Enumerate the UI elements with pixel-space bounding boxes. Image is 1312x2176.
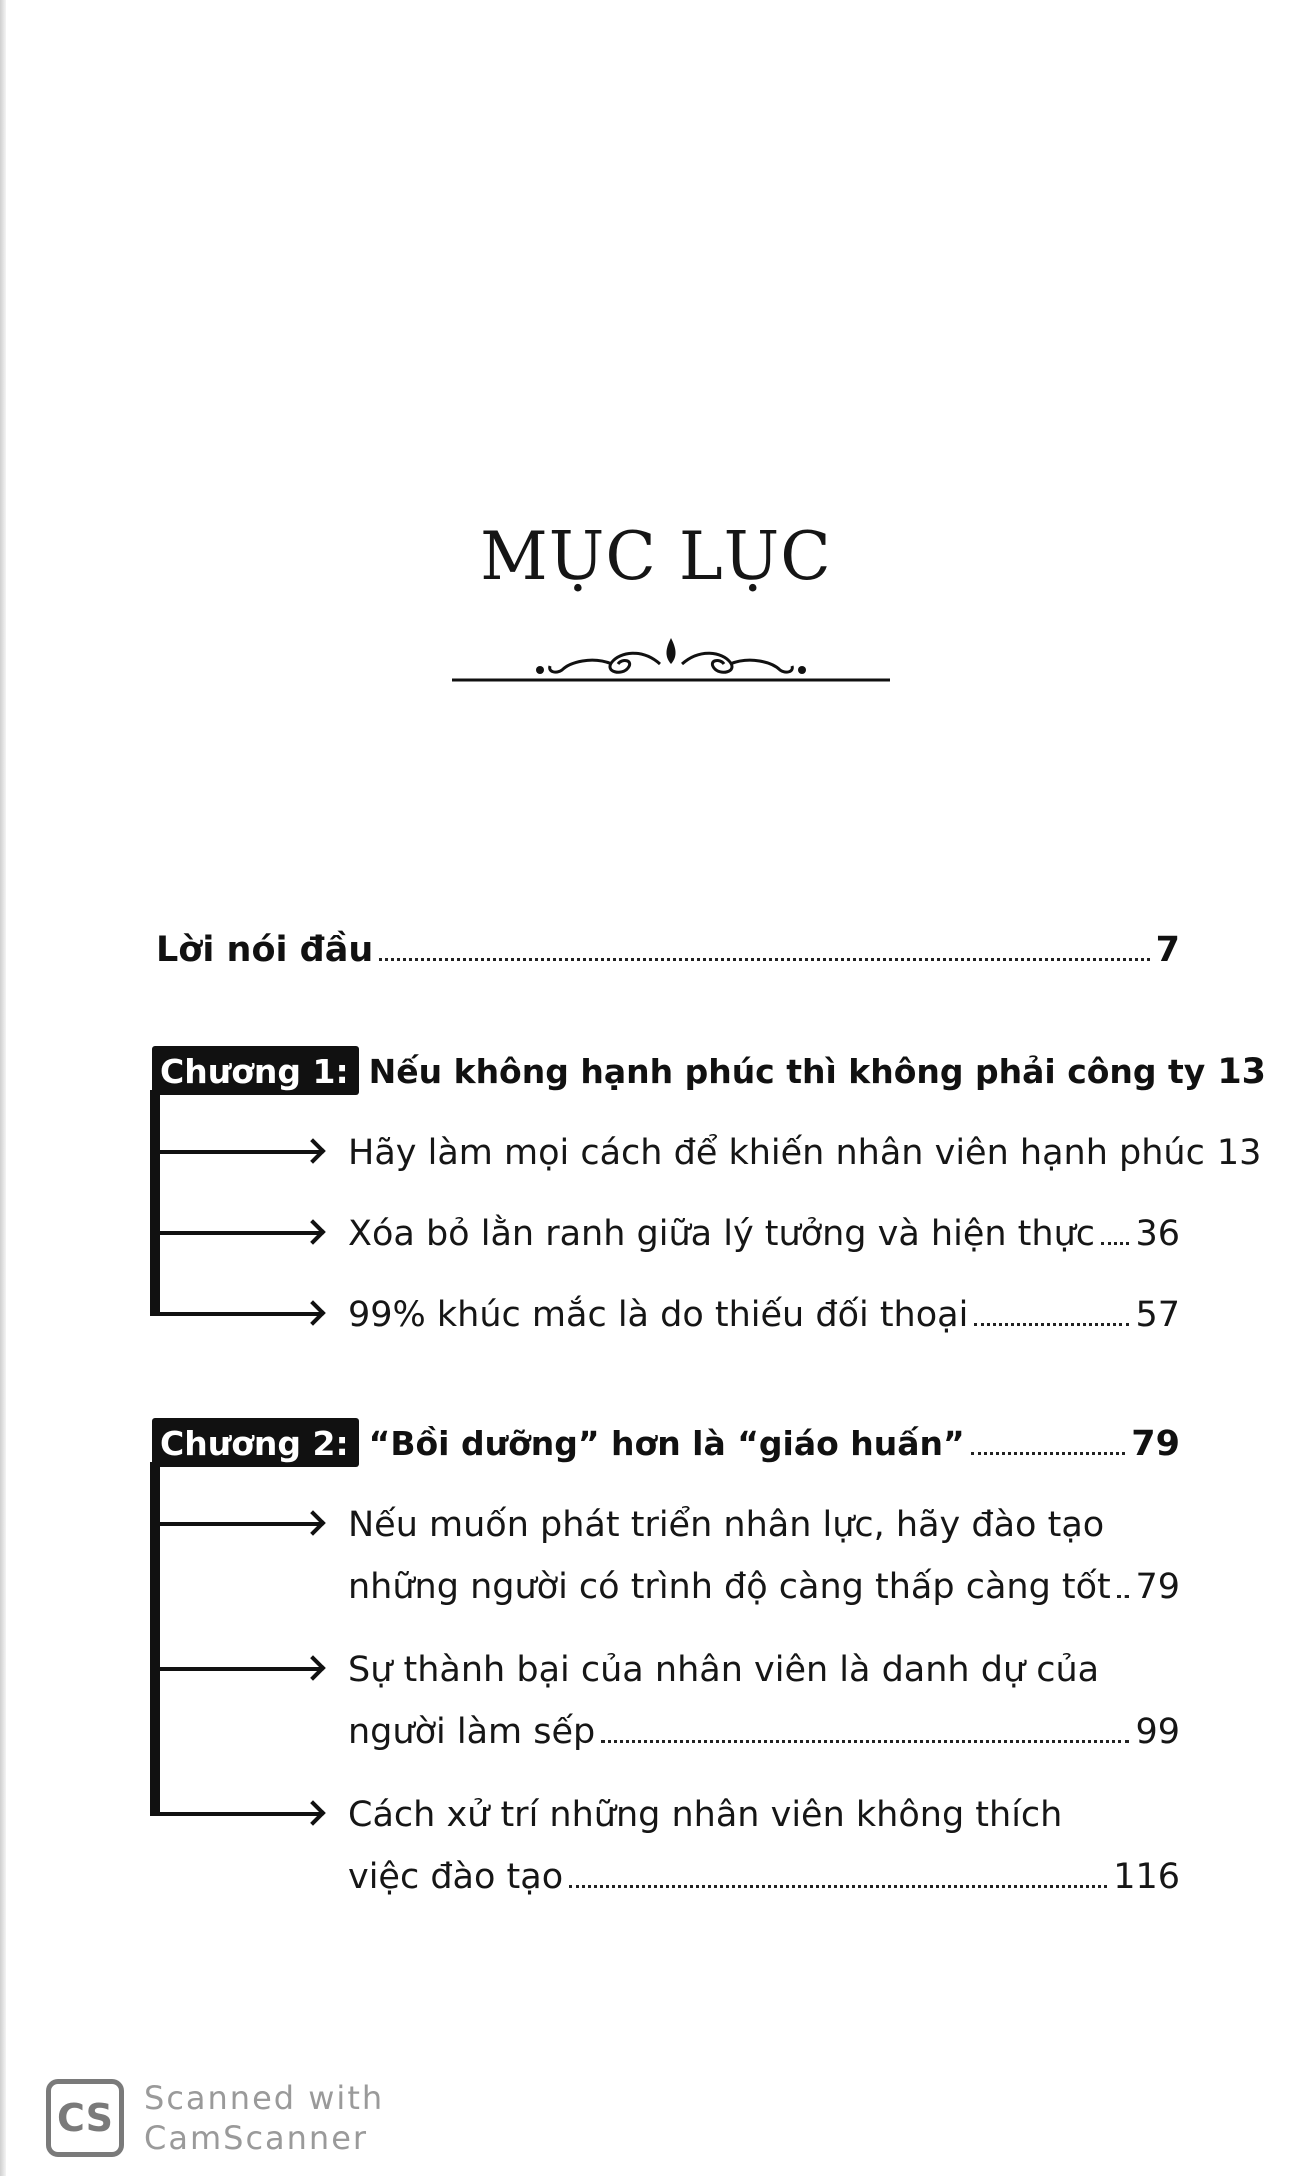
- dot-leader: [974, 1323, 1129, 1326]
- chapter-1-row[interactable]: [152, 1046, 1267, 1095]
- dot-leader: [971, 1452, 1126, 1455]
- arrow-icon: [150, 1812, 320, 1816]
- chapter-2-row[interactable]: [152, 1418, 1180, 1467]
- watermark-line-1: Scanned with: [144, 2079, 385, 2117]
- entry-page: 36: [1135, 1214, 1180, 1254]
- toc-preface-row[interactable]: [156, 930, 1180, 970]
- ornament-divider-icon: [452, 630, 890, 690]
- entry-text: Sự thành bại của nhân viên là danh dự của: [348, 1650, 1100, 1690]
- watermark-text: [144, 2078, 384, 2158]
- entry-text: những người có trình độ càng thấp càng tốt: [348, 1567, 1111, 1607]
- entry-page: 57: [1135, 1295, 1180, 1335]
- toc-entry-1-2[interactable]: [348, 1203, 1180, 1265]
- toc-entry-1-3[interactable]: [348, 1284, 1180, 1346]
- page-title: MỤC LỤC: [480, 518, 832, 595]
- chapter-2-bracket: [150, 1462, 160, 1816]
- toc-entry-2-3[interactable]: [348, 1784, 1180, 1908]
- chapter-2-page: 79: [1131, 1424, 1180, 1464]
- toc-entry-2-1[interactable]: [348, 1494, 1180, 1618]
- entry-text: Hãy làm mọi cách để khiến nhân viên hạnh phúc: [348, 1133, 1205, 1173]
- entry-text: Xóa bỏ lằn ranh giữa lý tưởng và hiện thực: [348, 1214, 1095, 1254]
- entry-text: người làm sếp: [348, 1712, 596, 1752]
- arrow-icon: [150, 1150, 320, 1154]
- dot-leader: [379, 958, 1149, 961]
- preface-page: 7: [1155, 930, 1180, 970]
- entry-text: Nếu muốn phát triển nhân lực, hãy đào tạo: [348, 1505, 1105, 1545]
- dot-leader: [1101, 1242, 1129, 1245]
- entry-page: 99: [1135, 1712, 1180, 1752]
- chapter-2-title: “Bồi dưỡng” hơn là “giáo huấn”: [368, 1424, 965, 1463]
- chapter-2-label: Chương 2:: [152, 1418, 359, 1467]
- toc-entry-2-2[interactable]: [348, 1639, 1180, 1763]
- entry-page: 116: [1113, 1857, 1180, 1897]
- toc-entry-1-1[interactable]: [348, 1122, 1262, 1184]
- arrow-icon: [150, 1667, 320, 1671]
- arrow-icon: [150, 1312, 320, 1316]
- dot-leader: [1117, 1595, 1130, 1598]
- dot-leader: [601, 1740, 1129, 1743]
- chapter-1-title: Nếu không hạnh phúc thì không phải công ty: [368, 1052, 1206, 1091]
- watermark-line-2: CamScanner: [144, 2119, 369, 2157]
- entry-page: 79: [1135, 1567, 1180, 1607]
- entry-text: việc đào tạo: [348, 1857, 564, 1897]
- camscanner-logo-icon: CS: [46, 2079, 124, 2157]
- camscanner-watermark: [46, 2078, 384, 2158]
- chapter-1-page: 13: [1217, 1052, 1267, 1092]
- chapter-1-bracket: [150, 1090, 160, 1312]
- page-edge: [0, 0, 6, 2176]
- entry-text: Cách xử trí những nhân viên không thích: [348, 1795, 1063, 1835]
- arrow-icon: [150, 1522, 320, 1526]
- dot-leader: [569, 1885, 1107, 1888]
- entry-text: 99% khúc mắc là do thiếu đối thoại: [348, 1295, 969, 1335]
- entry-page: 13: [1216, 1133, 1262, 1173]
- chapter-1-label: Chương 1:: [152, 1046, 359, 1095]
- arrow-icon: [150, 1231, 320, 1235]
- preface-label: Lời nói đầu: [156, 930, 374, 970]
